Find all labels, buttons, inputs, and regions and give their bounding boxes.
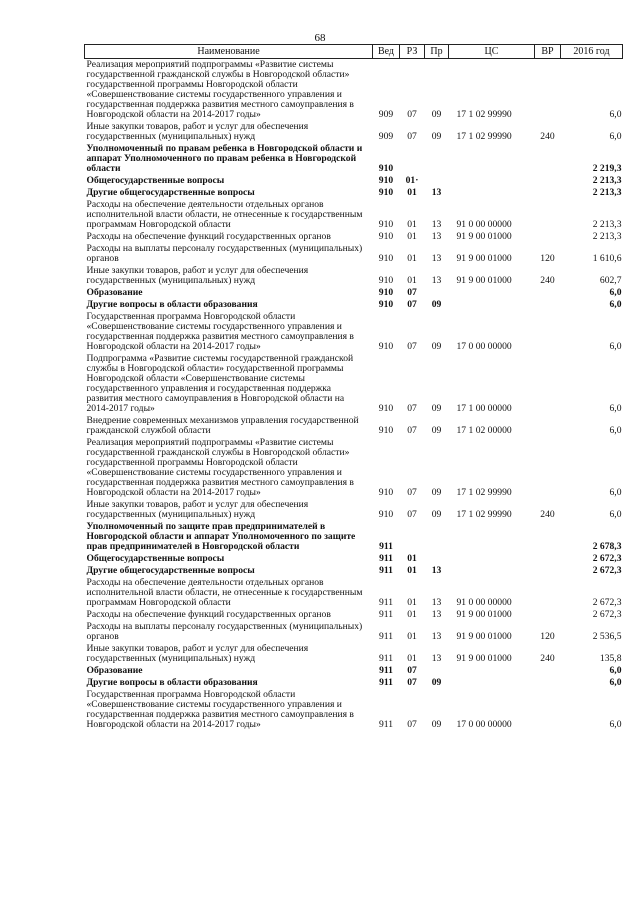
cell-ved: 911: [378, 597, 394, 608]
cell-cs: 91 9 00 01000: [456, 609, 512, 620]
cell-cs: [449, 665, 535, 677]
cell-name: Расходы на обеспечение деятельности отдельных органов исполнительной власти области, не отнесенные к государственным программам Новгородской области: [86, 199, 363, 230]
cell-vr: [535, 609, 561, 621]
cell-pr: 13: [431, 231, 442, 242]
cell-vr: [535, 689, 561, 731]
cell-pr: 09: [431, 677, 442, 688]
table-row: [85, 689, 623, 731]
header-row: [85, 45, 623, 59]
cell-name: Образование: [86, 665, 143, 676]
cell-name: Общегосударственные вопросы: [86, 553, 225, 564]
cell-pr: 13: [431, 187, 442, 198]
cell-sum: 6,0: [609, 425, 622, 436]
cell-name: Внедрение современных механизмов управления государственной гражданской службой области: [86, 415, 359, 436]
table-row: [85, 677, 623, 689]
cell-ved: 909: [378, 131, 394, 142]
cell-vr: [535, 565, 561, 577]
cell-name: Уполномоченный по защите прав предпринимателей в Новгородской области и аппарат Уполномоченного по защите прав предпринимателей в Новгородской области: [86, 521, 356, 552]
cell-name: Расходы на обеспечение деятельности отдельных органов исполнительной власти области, не отнесенные к государственным программам Новгородской области: [86, 577, 363, 608]
cell-pr: 09: [431, 403, 442, 414]
cell-sum: 6,0: [609, 109, 622, 120]
cell-pr: [425, 287, 449, 299]
cell-pr: 09: [431, 299, 442, 310]
cell-rz: 07: [407, 287, 417, 298]
table-row: [85, 143, 623, 175]
cell-ved: 911: [379, 677, 393, 688]
cell-rz: 07: [407, 677, 417, 688]
table-header: [85, 45, 623, 59]
cell-pr: [425, 143, 449, 175]
cell-sum: 6,0: [609, 509, 622, 520]
cell-cs: 91 9 00 01000: [456, 631, 512, 642]
cell-sum: 2 678,3: [592, 541, 622, 552]
cell-ved: 911: [378, 631, 394, 642]
cell-sum: 6,0: [609, 299, 622, 310]
cell-cs: 17 1 00 00000: [456, 403, 512, 414]
cell-cs: 17 1 02 99990: [456, 109, 512, 120]
cell-pr: [425, 553, 449, 565]
cell-cs: [449, 677, 535, 689]
cell-cs: 91 9 00 01000: [456, 275, 512, 286]
cell-sum: 2 213,3: [592, 231, 622, 242]
cell-name: Другие общегосударственные вопросы: [86, 187, 255, 198]
cell-vr: [535, 577, 561, 609]
cell-ved: 910: [378, 403, 394, 414]
cell-pr: [425, 665, 449, 677]
cell-rz: 07: [407, 509, 417, 520]
cell-vr: [535, 665, 561, 677]
cell-rz: 07: [407, 403, 417, 414]
cell-pr: 09: [431, 425, 442, 436]
cell-ved: 910: [378, 163, 394, 174]
table-row: [85, 643, 623, 665]
cell-name: Реализация мероприятий подпрограммы «Развитие системы государственной гражданской службы в Новгородской области» государственной программы Новгородской области «Совершенствование системы государственного управления и государственная поддержка развития местного самоуправления в Новгородской области на 2014-2017 годы»: [86, 437, 354, 498]
cell-vr: [535, 521, 561, 553]
cell-pr: 09: [431, 487, 442, 498]
cell-cs: [449, 299, 535, 311]
budget-table: [84, 44, 623, 731]
cell-cs: 91 0 00 00000: [456, 219, 512, 230]
cell-name: Иные закупки товаров, работ и услуг для обеспечения государственных (муниципальных) нужд: [86, 265, 309, 286]
cell-vr: [535, 231, 561, 243]
cell-ved: 910: [378, 341, 394, 352]
header-name: Наименование: [85, 45, 373, 59]
cell-pr: 13: [431, 275, 442, 286]
cell-pr: 09: [431, 341, 442, 352]
cell-cs: [449, 565, 535, 577]
table-row: [85, 311, 623, 353]
cell-sum: 2 213,3: [592, 187, 622, 198]
cell-ved: 911: [378, 609, 394, 620]
cell-name: Государственная программа Новгородской области «Совершенствование системы государственного управления и государственная поддержка развития местного самоуправления в Новгородской области на 2014-2017 годы»: [86, 311, 354, 352]
cell-sum: 602,7: [599, 275, 622, 286]
cell-sum: 1 610,6: [592, 253, 622, 264]
cell-rz: 01: [407, 609, 417, 620]
cell-sum: 2 672,3: [592, 553, 622, 564]
cell-rz: 01: [407, 275, 417, 286]
cell-name: Другие вопросы в области образования: [86, 677, 258, 688]
cell-vr: [535, 437, 561, 499]
table-row: [85, 265, 623, 287]
cell-pr: 13: [431, 631, 442, 642]
cell-ved: 910: [378, 175, 394, 186]
cell-sum: 6,0: [609, 719, 622, 730]
cell-rz: 01: [407, 565, 417, 576]
cell-cs: [449, 287, 535, 299]
cell-rz: 01: [407, 187, 417, 198]
cell-ved: 911: [379, 565, 393, 576]
cell-cs: 17 0 00 00000: [456, 341, 512, 352]
cell-rz: 01·: [405, 175, 419, 186]
cell-ved: 910: [378, 219, 394, 230]
cell-pr: 13: [431, 609, 442, 620]
cell-ved: 910: [378, 487, 394, 498]
cell-name: Образование: [86, 287, 143, 298]
table-row: [85, 553, 623, 565]
cell-cs: 91 9 00 01000: [456, 231, 512, 242]
cell-name: Расходы на обеспечение функций государственных органов: [86, 231, 331, 242]
cell-cs: [449, 521, 535, 553]
cell-rz: 01: [407, 219, 417, 230]
cell-name: Расходы на выплаты персоналу государственных (муниципальных) органов: [86, 621, 363, 642]
cell-cs: [449, 553, 535, 565]
cell-rz: 07: [407, 719, 417, 730]
table-row: [85, 299, 623, 311]
table-row: [85, 609, 623, 621]
cell-vr: [535, 59, 561, 122]
cell-sum: 2 219,3: [592, 163, 622, 174]
cell-sum: 2 672,3: [592, 609, 622, 620]
table-row: [85, 577, 623, 609]
cell-rz: [400, 521, 425, 553]
cell-cs: 91 0 00 00000: [456, 597, 512, 608]
cell-ved: 910: [378, 253, 394, 264]
cell-vr: [535, 553, 561, 565]
header-rz: РЗ: [400, 45, 425, 59]
table-row: [85, 231, 623, 243]
cell-cs: 91 9 00 01000: [456, 653, 512, 664]
cell-pr: 13: [431, 219, 442, 230]
cell-sum: 6,0: [609, 287, 622, 298]
cell-sum: 6,0: [609, 341, 622, 352]
table-row: [85, 59, 623, 122]
cell-ved: 910: [378, 187, 394, 198]
cell-vr: 240: [540, 509, 555, 520]
cell-ved: 911: [378, 653, 394, 664]
cell-ved: 911: [378, 719, 394, 730]
cell-cs: 17 1 02 99990: [456, 509, 512, 520]
cell-vr: [535, 415, 561, 437]
cell-vr: [535, 353, 561, 415]
cell-sum: 2 213,3: [592, 175, 622, 186]
cell-rz: 01: [407, 253, 417, 264]
cell-name: Иные закупки товаров, работ и услуг для обеспечения государственных (муниципальных) нужд: [86, 643, 309, 664]
cell-sum: 6,0: [609, 131, 622, 142]
cell-name: Иные закупки товаров, работ и услуг для обеспечения государственных (муниципальных) нужд: [86, 121, 309, 142]
table-row: [85, 175, 623, 187]
cell-vr: 240: [540, 131, 555, 142]
cell-name: Расходы на выплаты персоналу государственных (муниципальных) органов: [86, 243, 363, 264]
cell-vr: [535, 311, 561, 353]
header-cs: ЦС: [449, 45, 535, 59]
table-row: [85, 665, 623, 677]
cell-vr: 120: [540, 631, 555, 642]
cell-ved: 909: [378, 109, 394, 120]
cell-sum: 135,8: [599, 653, 622, 664]
cell-rz: 07: [407, 425, 417, 436]
table-row: [85, 243, 623, 265]
table-row: [85, 499, 623, 521]
cell-rz: 07: [407, 299, 417, 310]
cell-vr: 240: [540, 275, 555, 286]
cell-sum: 6,0: [609, 677, 622, 688]
cell-pr: 13: [431, 565, 442, 576]
table-row: [85, 287, 623, 299]
cell-rz: [400, 143, 425, 175]
cell-cs: [449, 143, 535, 175]
cell-sum: 2 213,3: [592, 219, 622, 230]
cell-rz: 07: [407, 487, 417, 498]
cell-vr: 240: [540, 653, 555, 664]
cell-ved: 910: [378, 231, 394, 242]
cell-ved: 910: [378, 509, 394, 520]
table-row: [85, 187, 623, 199]
table-row: [85, 199, 623, 231]
cell-sum: 6,0: [609, 403, 622, 414]
header-pr: Пр: [425, 45, 449, 59]
cell-cs: 91 9 00 01000: [456, 253, 512, 264]
cell-name: Подпрограмма «Развитие системы государственной гражданской службы в Новгородской области» государственной программы Новгородской области «Совершенствование системы государственного управления и государственная поддержка развития местного самоуправления в Новгородской области на 2014-2017 годы»: [86, 353, 354, 414]
cell-name: Государственная программа Новгородской области «Совершенствование системы государственного управления и государственная поддержка развития местного самоуправления в Новгородской области на 2014-2017 годы»: [86, 689, 354, 730]
cell-sum: 2 536,5: [592, 631, 622, 642]
cell-cs: 17 0 00 00000: [456, 719, 512, 730]
cell-vr: [535, 677, 561, 689]
cell-sum: 2 672,3: [592, 565, 622, 576]
cell-ved: 911: [379, 665, 393, 676]
cell-rz: 07: [407, 131, 417, 142]
cell-pr: 09: [431, 109, 442, 120]
cell-rz: 07: [407, 665, 417, 676]
cell-pr: 09: [431, 719, 442, 730]
header-vr: ВР: [535, 45, 561, 59]
cell-pr: 13: [431, 653, 442, 664]
cell-rz: 01: [407, 231, 417, 242]
cell-pr: 09: [431, 131, 442, 142]
cell-rz: 07: [407, 341, 417, 352]
table-row: [85, 415, 623, 437]
cell-pr: [425, 521, 449, 553]
header-sum: 2016 год: [561, 45, 623, 59]
page-number: 68: [314, 32, 326, 44]
cell-name: Уполномоченный по правам ребенка в Новгородской области и аппарат Уполномоченного по правам ребенка в Новгородской области: [86, 143, 363, 174]
cell-cs: [449, 187, 535, 199]
cell-cs: 17 1 02 99990: [456, 487, 512, 498]
cell-rz: 07: [407, 109, 417, 120]
cell-sum: 2 672,3: [592, 597, 622, 608]
cell-cs: 17 1 02 00000: [456, 425, 512, 436]
cell-vr: 120: [540, 253, 555, 264]
table-row: [85, 621, 623, 643]
table-row: [85, 121, 623, 143]
cell-sum: 6,0: [609, 665, 622, 676]
cell-vr: [535, 143, 561, 175]
cell-rz: 01: [407, 653, 417, 664]
cell-rz: 01: [407, 631, 417, 642]
header-ved: Вед: [373, 45, 400, 59]
table-body: [85, 59, 623, 732]
cell-pr: 13: [431, 597, 442, 608]
cell-pr: 09: [431, 509, 442, 520]
cell-ved: 911: [379, 553, 393, 564]
cell-ved: 910: [378, 425, 394, 436]
cell-pr: [425, 175, 449, 187]
cell-name: Иные закупки товаров, работ и услуг для обеспечения государственных (муниципальных) нужд: [86, 499, 309, 520]
cell-rz: 01: [407, 553, 417, 564]
cell-cs: 17 1 02 99990: [456, 131, 512, 142]
cell-vr: [535, 187, 561, 199]
cell-vr: [535, 299, 561, 311]
cell-name: Расходы на обеспечение функций государственных органов: [86, 609, 331, 620]
table-row: [85, 521, 623, 553]
cell-cs: [449, 175, 535, 187]
cell-ved: 910: [378, 275, 394, 286]
cell-ved: 910: [378, 287, 394, 298]
cell-name: Другие общегосударственные вопросы: [86, 565, 255, 576]
table-row: [85, 353, 623, 415]
cell-vr: [535, 287, 561, 299]
cell-pr: 13: [431, 253, 442, 264]
cell-name: Общегосударственные вопросы: [86, 175, 225, 186]
cell-ved: 911: [379, 541, 393, 552]
cell-rz: 01: [407, 597, 417, 608]
cell-name: Другие вопросы в области образования: [86, 299, 258, 310]
cell-sum: 6,0: [609, 487, 622, 498]
table-row: [85, 437, 623, 499]
cell-vr: [535, 175, 561, 187]
cell-vr: [535, 199, 561, 231]
cell-ved: 910: [378, 299, 394, 310]
table-row: [85, 565, 623, 577]
cell-name: Реализация мероприятий подпрограммы «Развитие системы государственной гражданской службы в Новгородской области» государственной программы Новгородской области «Совершенствование системы государственного управления и государственная поддержка развития местного самоуправления в Новгородской области на 2014-2017 годы»: [86, 59, 354, 120]
